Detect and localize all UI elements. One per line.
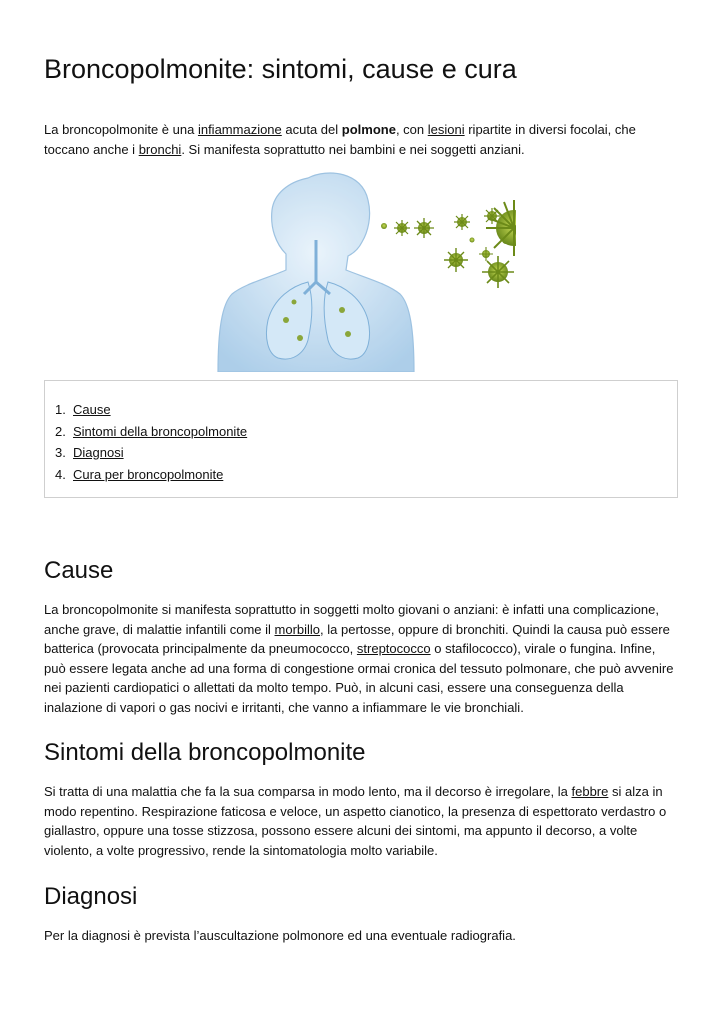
link-streptococco[interactable]: streptococco	[356, 641, 431, 656]
toc-list	[55, 399, 247, 485]
page-title: Broncopolmonite: sintomi, cause e cura	[44, 54, 517, 84]
paragraph-diagnosi: Per la diagnosi è prevista l’auscultazione polmonore ed una eventuale radiografia.	[44, 928, 516, 943]
paragraph-cause: La broncopolmonite si manifesta soprattutto in soggetti molto giovani o anziani: è infatti una complicazione, anche grave, di malattie infantili come il morbillo, la pertosse, oppure di bronchiti. Quindi la causa può essere batterica (provocata principalmente da pneumococco, streptococco o stafilococco), virale o fungina. Infine, può essere legata anche ad una forma di congestione ormai cronica del tessuto polmonare, che può avvenire nei pazienti cardiopatici o allettati da molto tempo. Può, in alcuni casi, essere una conseguenza della inalazione di vapori o gas nocivi e irritanti, che vanno a infiammare le vie bronchiali.	[44, 602, 674, 715]
toc-item: 3. Diagnosi	[55, 445, 124, 460]
table-of-contents	[44, 380, 678, 498]
heading-cause: Cause	[44, 557, 114, 584]
lungs-virus-illustration	[216, 170, 516, 372]
toc-link-cura[interactable]: Cura per broncopolmonite	[73, 466, 224, 482]
link-infiammazione[interactable]: infiammazione	[197, 122, 282, 137]
link-morbillo[interactable]: morbillo	[274, 621, 321, 637]
paragraph-sintomi: Si tratta di una malattia che fa la sua comparsa in modo lento, ma il decorso è irregolare, la febbre si alza in modo repentino. Respirazione faticosa e veloce, un aspetto cianotico, la presenza di espettorato verdastro o giallastro, oppure una tosse stizzosa, possono essere alcuni dei sintomi, ma appunto il decorso, a volte violento, a volte progressivo, rende la sintomatologia molto variabile.	[44, 784, 667, 858]
intro-paragraph: La broncopolmonite è una infiammazione acuta del polmone, con lesioni ripartite in diversi focolai, che toccano anche i bronchi. Si manifesta soprattutto nei bambini e nei soggetti anziani.	[44, 122, 636, 157]
toc-link-sintomi[interactable]: Sintomi della broncopolmonite	[73, 423, 248, 439]
toc-link-diagnosi[interactable]: Diagnosi	[73, 445, 124, 460]
toc-item: 2. Sintomi della broncopolmonite	[55, 423, 248, 439]
toc-link-cause[interactable]: Cause	[73, 402, 111, 417]
human-silhouette	[218, 173, 414, 372]
illustration-svg	[216, 170, 516, 372]
heading-diagnosi: Diagnosi	[44, 883, 138, 910]
heading-sintomi: Sintomi della broncopolmonite	[44, 739, 366, 766]
toc-item: 4. Cura per broncopolmonite	[55, 466, 224, 482]
bold-polmone: polmone	[341, 122, 396, 137]
link-bronchi[interactable]: bronchi	[138, 141, 182, 157]
toc-item: 1. Cause	[55, 402, 111, 417]
link-febbre[interactable]: febbre	[571, 784, 609, 799]
virus-cloud	[381, 200, 516, 288]
link-lesioni[interactable]: lesioni	[427, 122, 465, 137]
